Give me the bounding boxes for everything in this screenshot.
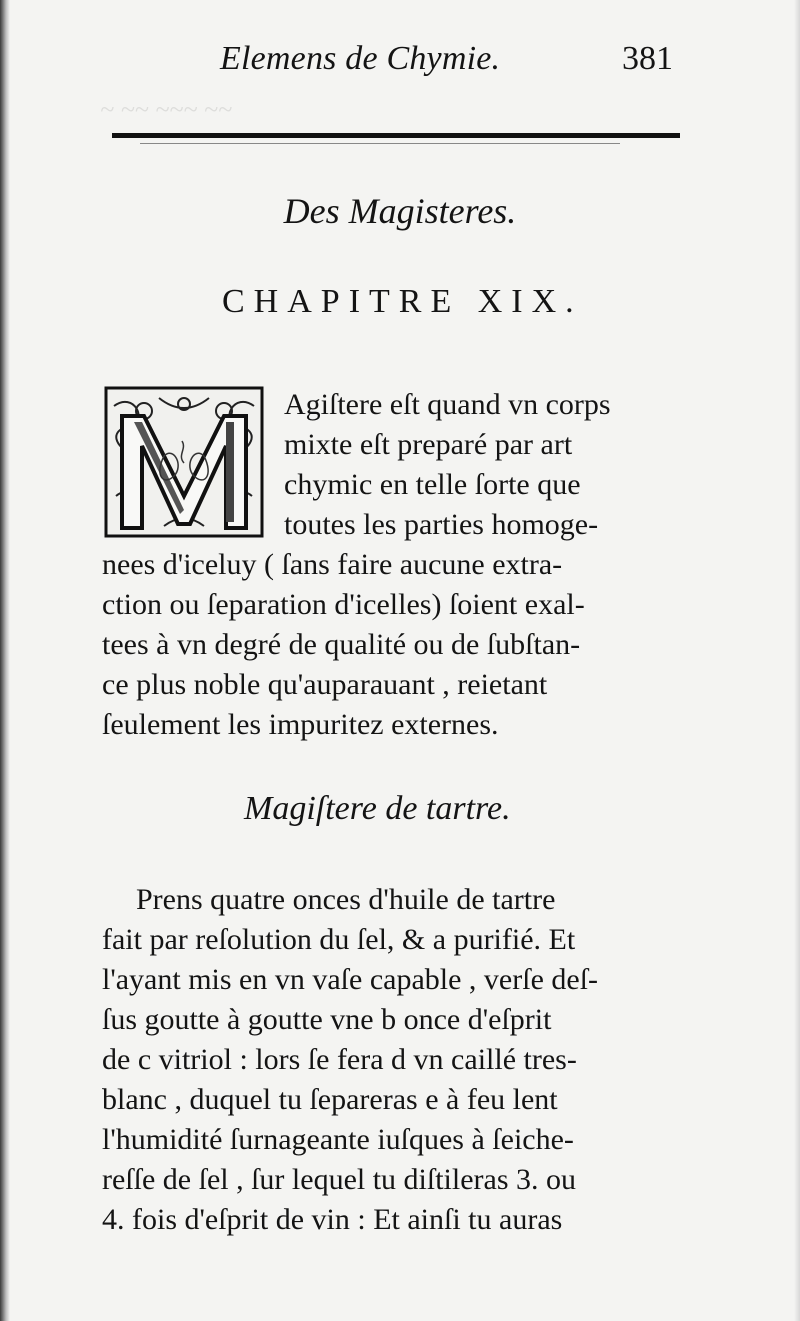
text-line: de c vitriol : lors ſe fera d vn caillé tres- <box>102 1043 577 1076</box>
header-rule <box>112 133 680 138</box>
section-title: Des Magisteres. <box>283 191 517 231</box>
text-line: l'humidité ſurnageante iuſques à ſeiche- <box>102 1123 574 1156</box>
paragraph-1-full <box>102 545 585 745</box>
text-line: ſeulement les impuritez externes. <box>102 708 499 741</box>
ornamental-drop-cap-m-icon <box>104 386 264 538</box>
text-line: Agiſtere eſt quand vn corps <box>284 388 611 421</box>
text-line: Prens quatre onces d'huile de tartre <box>136 883 556 916</box>
text-line: reſſe de ſel , ſur lequel tu diſtileras 3. ou <box>102 1163 577 1196</box>
header-rule-shadow <box>140 143 620 144</box>
text-line: blanc , duquel tu ſepareras e à feu lent <box>102 1083 558 1116</box>
running-title: Elemens de Chymie. <box>220 40 501 77</box>
subsection-title: Magiſtere de tartre. <box>244 790 511 827</box>
text-line: chymic en telle ſorte que <box>284 468 581 501</box>
text-line: nees d'iceluy ( ſans faire aucune extra- <box>102 548 563 581</box>
text-line: ction ou ſeparation d'icelles) ſoient exal- <box>102 588 585 621</box>
text-line: mixte eſt preparé par art <box>284 428 573 461</box>
chapter-heading: CHAPITRE XIX. <box>222 283 583 320</box>
paragraph-2 <box>102 880 598 1240</box>
text-line: ce plus noble qu'auparauant , reietant <box>102 668 548 701</box>
paragraph-1-indented <box>284 385 611 545</box>
text-line: 4. fois d'eſprit de vin : Et ainſi tu auras <box>102 1203 563 1236</box>
bleed-through-text: ~ ~~ ~~~ ~~ <box>100 95 233 124</box>
text-line: l'ayant mis en vn vaſe capable , verſe deſ- <box>102 963 599 996</box>
text-line: ſus goutte à goutte vne b once d'eſprit <box>102 1003 552 1036</box>
text-line: tees à vn degré de qualité ou de ſubſtan- <box>102 628 581 661</box>
text-line: fait par reſolution du ſel, & a purifié. Et <box>102 923 576 956</box>
page-number: 381 <box>622 40 673 77</box>
text-line: toutes les parties homoge- <box>284 508 599 541</box>
